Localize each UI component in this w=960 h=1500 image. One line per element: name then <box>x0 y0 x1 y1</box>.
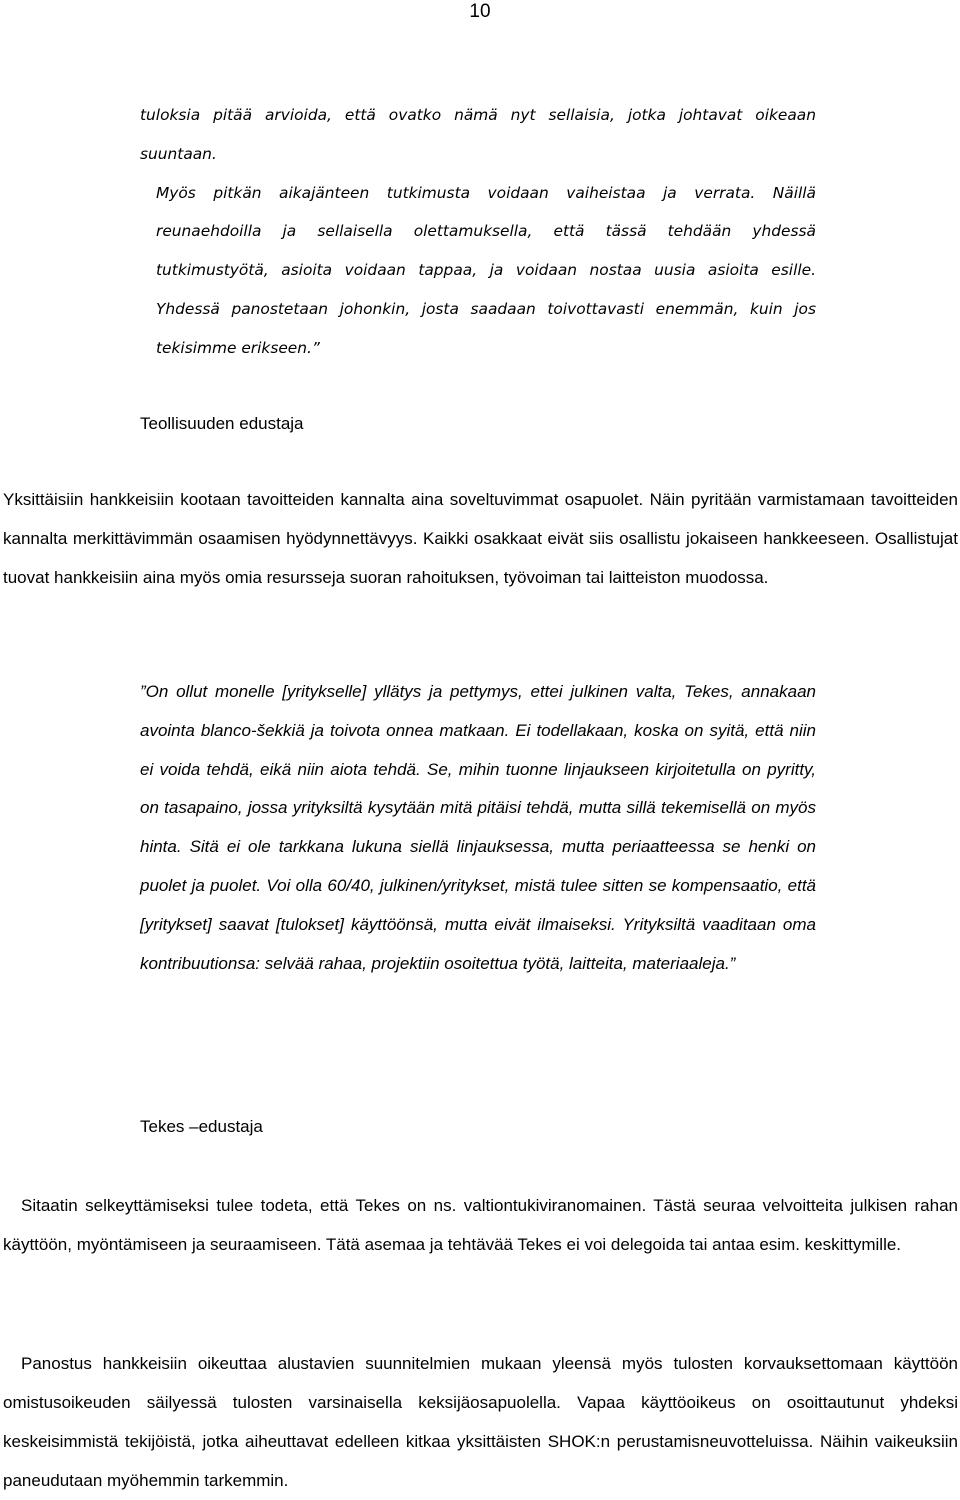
interview-quote-industry <box>140 96 816 368</box>
body-paragraph: Sitaatin selkeyttämiseksi tulee todeta, että Tekes on ns. valtiontukiviranomainen. Tästä seuraa velvoitteita julkisen rahan käyttöön, myöntämiseen ja seuraamiseen. Tätä asemaa ja tehtävää Tekes ei voi delegoida tai antaa esim. keskittymille. <box>3 1196 958 1254</box>
quote-line: Myös pitkän aikajänteen tutkimusta voidaan vaiheistaa ja verrata. Näillä reunaehdoilla ja sellaisella olettamuksella, että tässä tehdään yhdessä tutkimustyötä, asioita voidaan tappaa, ja voidaan nostaa uusia asioita esille. Yhdessä panostetaan johonkin, josta saadaan toivottavasti enemmän, kuin jos tekisimme erikseen.” <box>156 183 816 357</box>
body-paragraph: Panostus hankkeisiin oikeuttaa alustavien suunnitelmien mukaan yleensä myös tulosten korvauksettomaan käyttöön omistusoikeuden säilyessä tulosten varsinaisella keksijäosapuolella. Vapaa käyttöoikeus on osoittautunut yhdeksi keskeisimmistä tekijöistä, jotka aiheuttavat edelleen kitkaa yksittäisten SHOK:n perustamisneuvotteluissa. Näihin vaikeuksiin paneudutaan myöhemmin tarkemmin. <box>3 1354 958 1490</box>
interview-quote-tekes: ”On ollut monelle [yritykselle] yllätys ja pettymys, ettei julkinen valta, Tekes, annakaan avointa blanco-šekkiä ja toivota onnea matkaan. Ei todellakaan, koska on syitä, että niin ei voida tehdä, eikä niin aiota tehdä. Se, mihin tuonne linjaukseen kirjoitetulla on pyritty, on tasapaino, jossa yrityksiltä kysytään mitä pitäisi tehdä, mutta sillä tekemisellä on myös hinta. Sitä ei ole tarkkana lukuna siellä linjauksessa, mutta periaatteessa se henki on puolet ja puolet. Voi olla 60/40, julkinen/yritykset, mistä tulee sitten se kompensaatio, että [yritykset] saavat [tulokset] käyttöönsä, mutta eivät ilmaiseksi. Yrityksiltä vaaditaan oma kontribuutionsa: selvää rahaa, projektiin osoitettua työtä, laitteita, materiaaleja.” <box>140 682 816 973</box>
quote-line: tuloksia pitää arvioida, että ovatko nämä nyt sellaisia, jotka johtavat oikeaan suuntaan. <box>140 106 816 163</box>
body-paragraph: Yksittäisiin hankkeisiin kootaan tavoitteiden kannalta aina soveltuvimmat osapuolet. Näin pyritään varmistamaan tavoitteiden kannalta merkittävimmän osaamisen hyödynnettävyys. Kaikki osakkaat eivät siis osallistu jokaiseen hankkeeseen. Osallistujat tuovat hankkeisiin aina myös omia resursseja suoran rahoituksen, työvoiman tai laitteiston muodossa. <box>3 490 958 587</box>
quote-attribution-tekes: Tekes –edustaja <box>140 1117 263 1136</box>
quote-attribution-industry: Teollisuuden edustaja <box>140 414 304 433</box>
page-number: 10 <box>469 1 491 22</box>
